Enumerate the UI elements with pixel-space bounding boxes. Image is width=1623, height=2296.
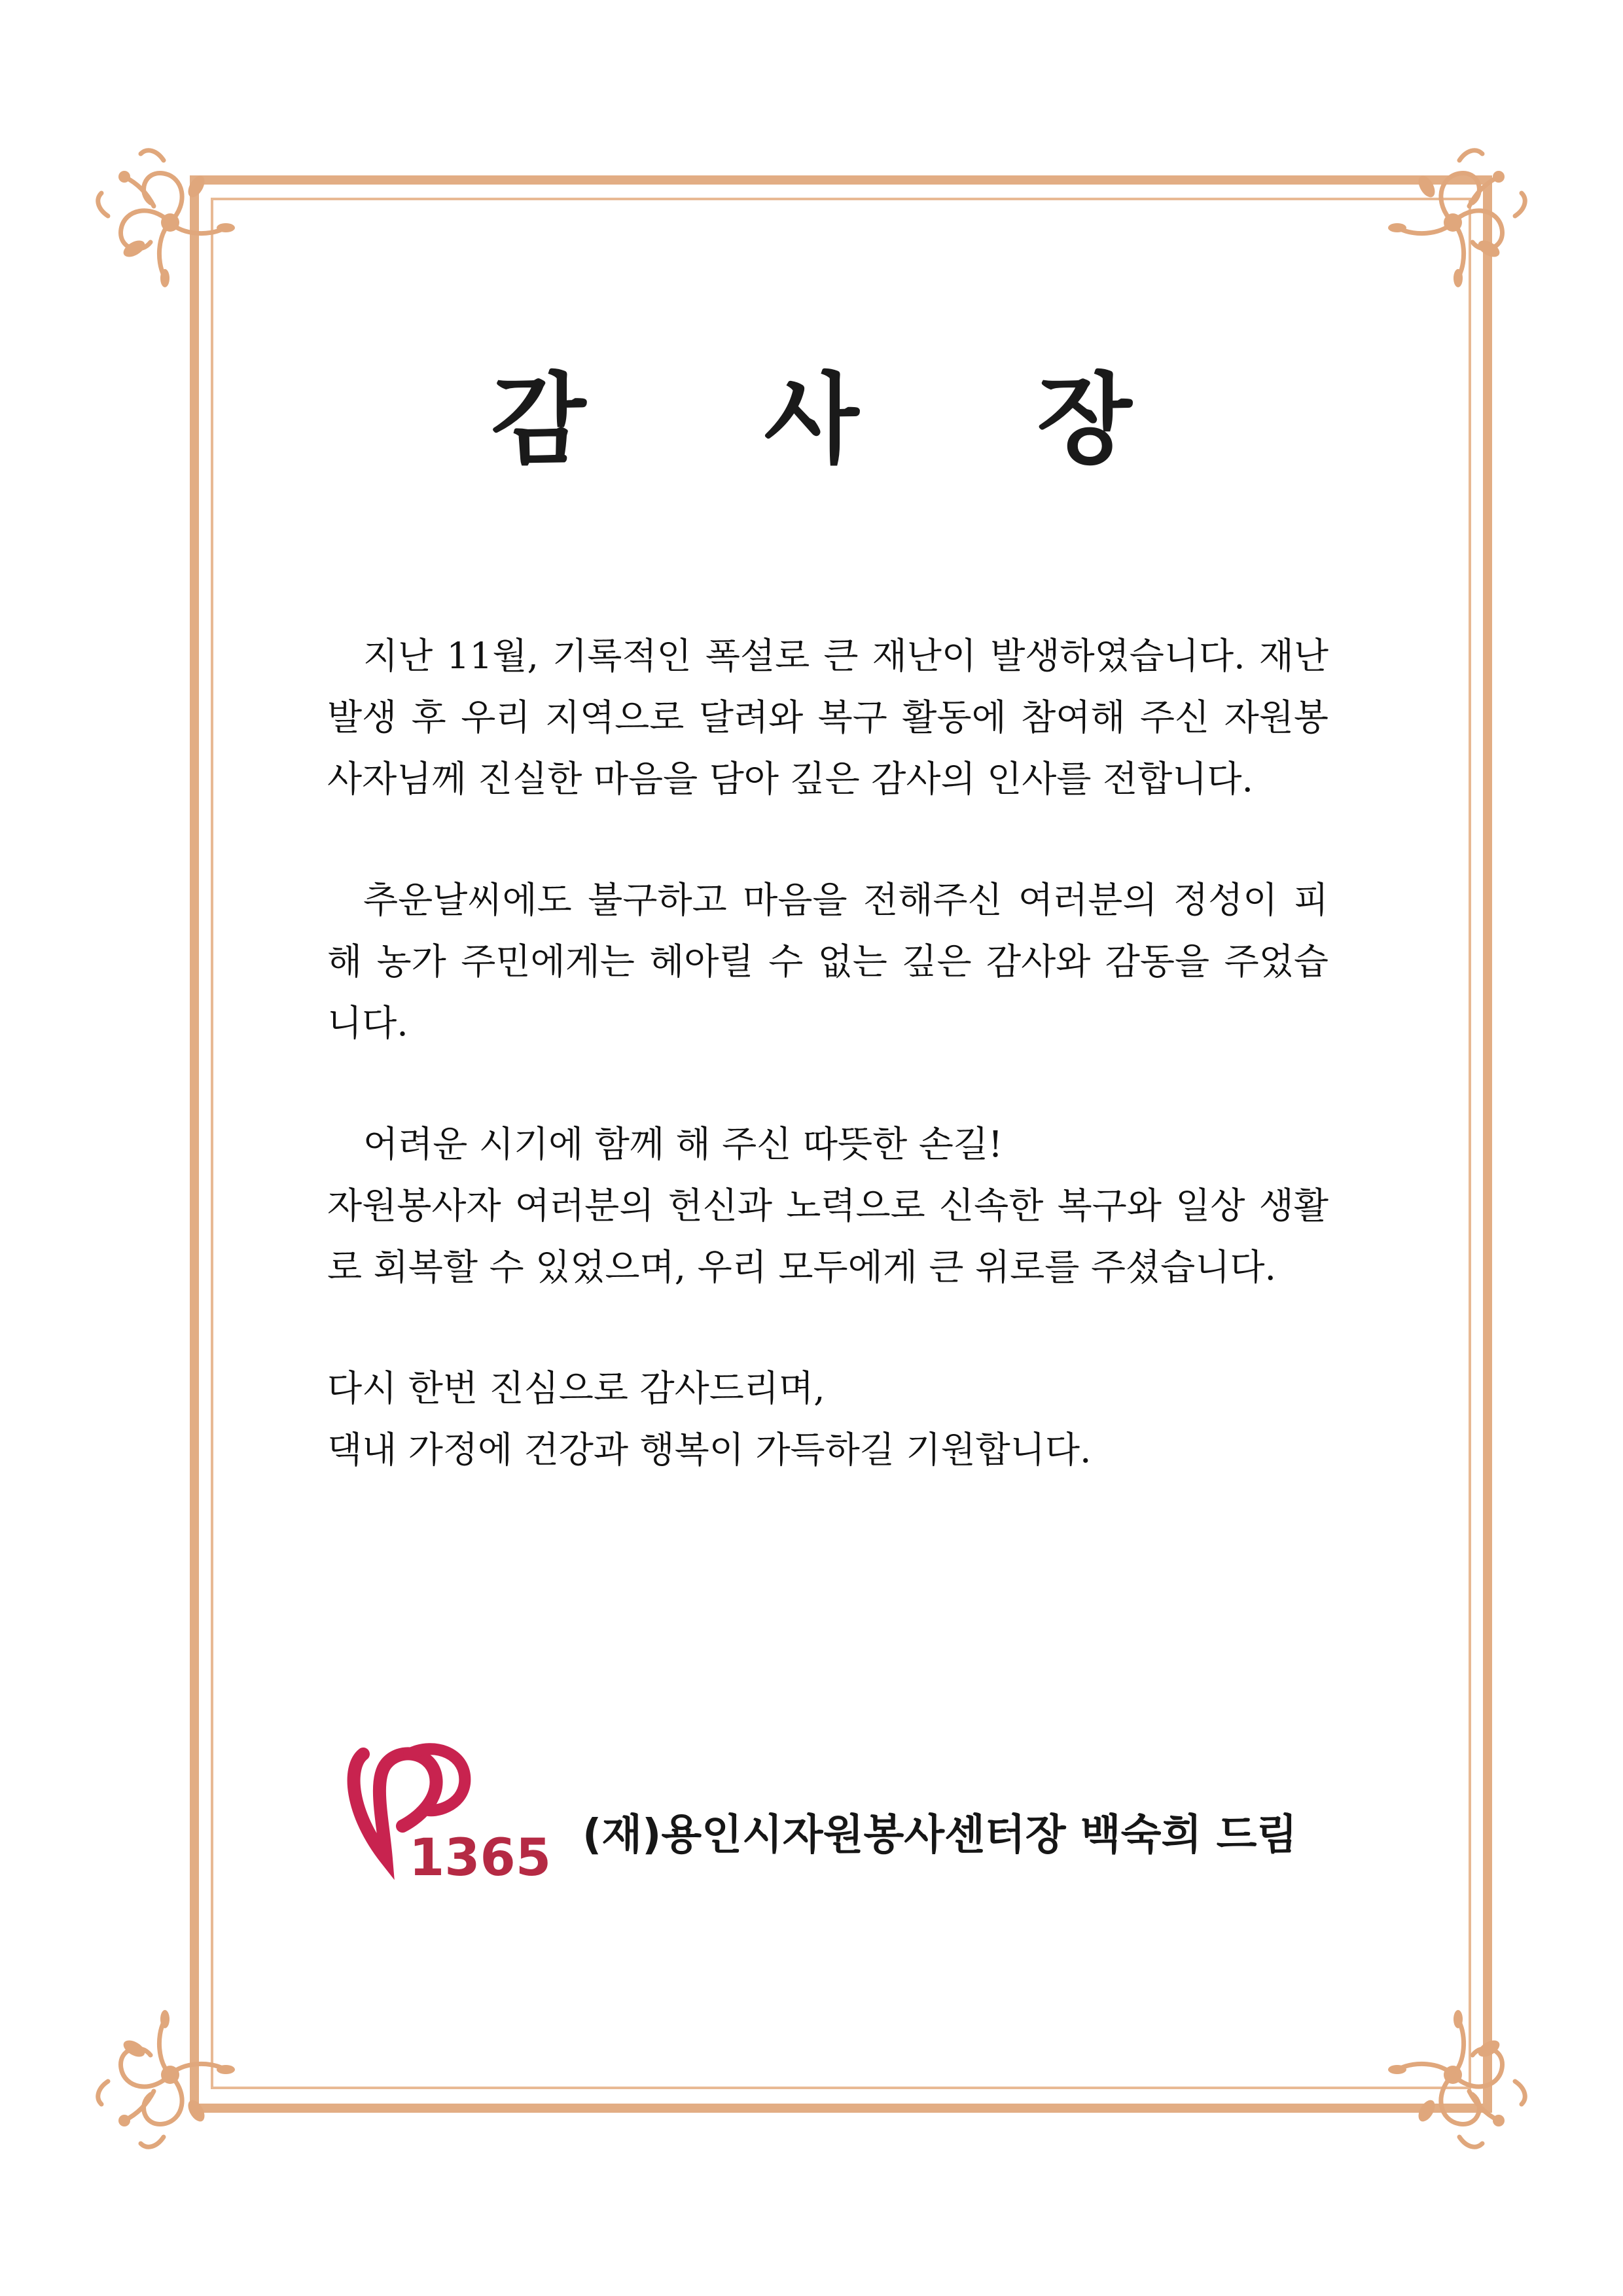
body-paragraph-1: 지난 11월, 기록적인 폭설로 큰 재난이 발생하였습니다. 재난 발생 후 우리 지역으로 달려와 복구 활동에 참여해 주신 자원봉사자님께 진실한 마음을 담아 깊은 감사의 인사를 전합니다. (327, 635, 1329, 800)
certificate-body (327, 625, 1329, 1480)
logo-number-text: 1365 (409, 1829, 552, 1885)
closing-line-2: 댁내 가정에 건강과 행복이 가득하길 기원합니다. (327, 1429, 1092, 1471)
closing-block (327, 1357, 1329, 1480)
corner-ornament-top-right-icon (1368, 137, 1538, 308)
corner-ornament-bottom-right-icon (1368, 1990, 1538, 2160)
body-paragraph-2: 추운날씨에도 불구하고 마음을 전해주신 여러분의 정성이 피해 농가 주민에게는 헤아릴 수 없는 깊은 감사와 감동을 주었습니다. (327, 879, 1329, 1044)
body-paragraph-3-continuation: 자원봉사자 여러분의 헌신과 노력으로 신속한 복구와 일상 생활로 회복할 수 있었으며, 우리 모두에게 큰 위로를 주셨습니다. (327, 1185, 1329, 1288)
body-paragraph-3-exclamation: 어려운 시기에 함께 해 주신 따뜻한 손길! (363, 1123, 1003, 1165)
body-paragraph-3 (327, 1113, 1329, 1298)
corner-ornament-top-left-icon (85, 137, 255, 308)
certificate-title: 감 사 장 (491, 363, 1204, 477)
corner-ornament-bottom-left-icon (85, 1990, 255, 2160)
volunteer-1365-logo (337, 1728, 553, 1885)
closing-line-1: 다시 한번 진심으로 감사드리며, (327, 1367, 825, 1409)
issuer-signature: (재)용인시자원봉사센터장 백숙희 드림 (582, 1811, 1298, 1859)
